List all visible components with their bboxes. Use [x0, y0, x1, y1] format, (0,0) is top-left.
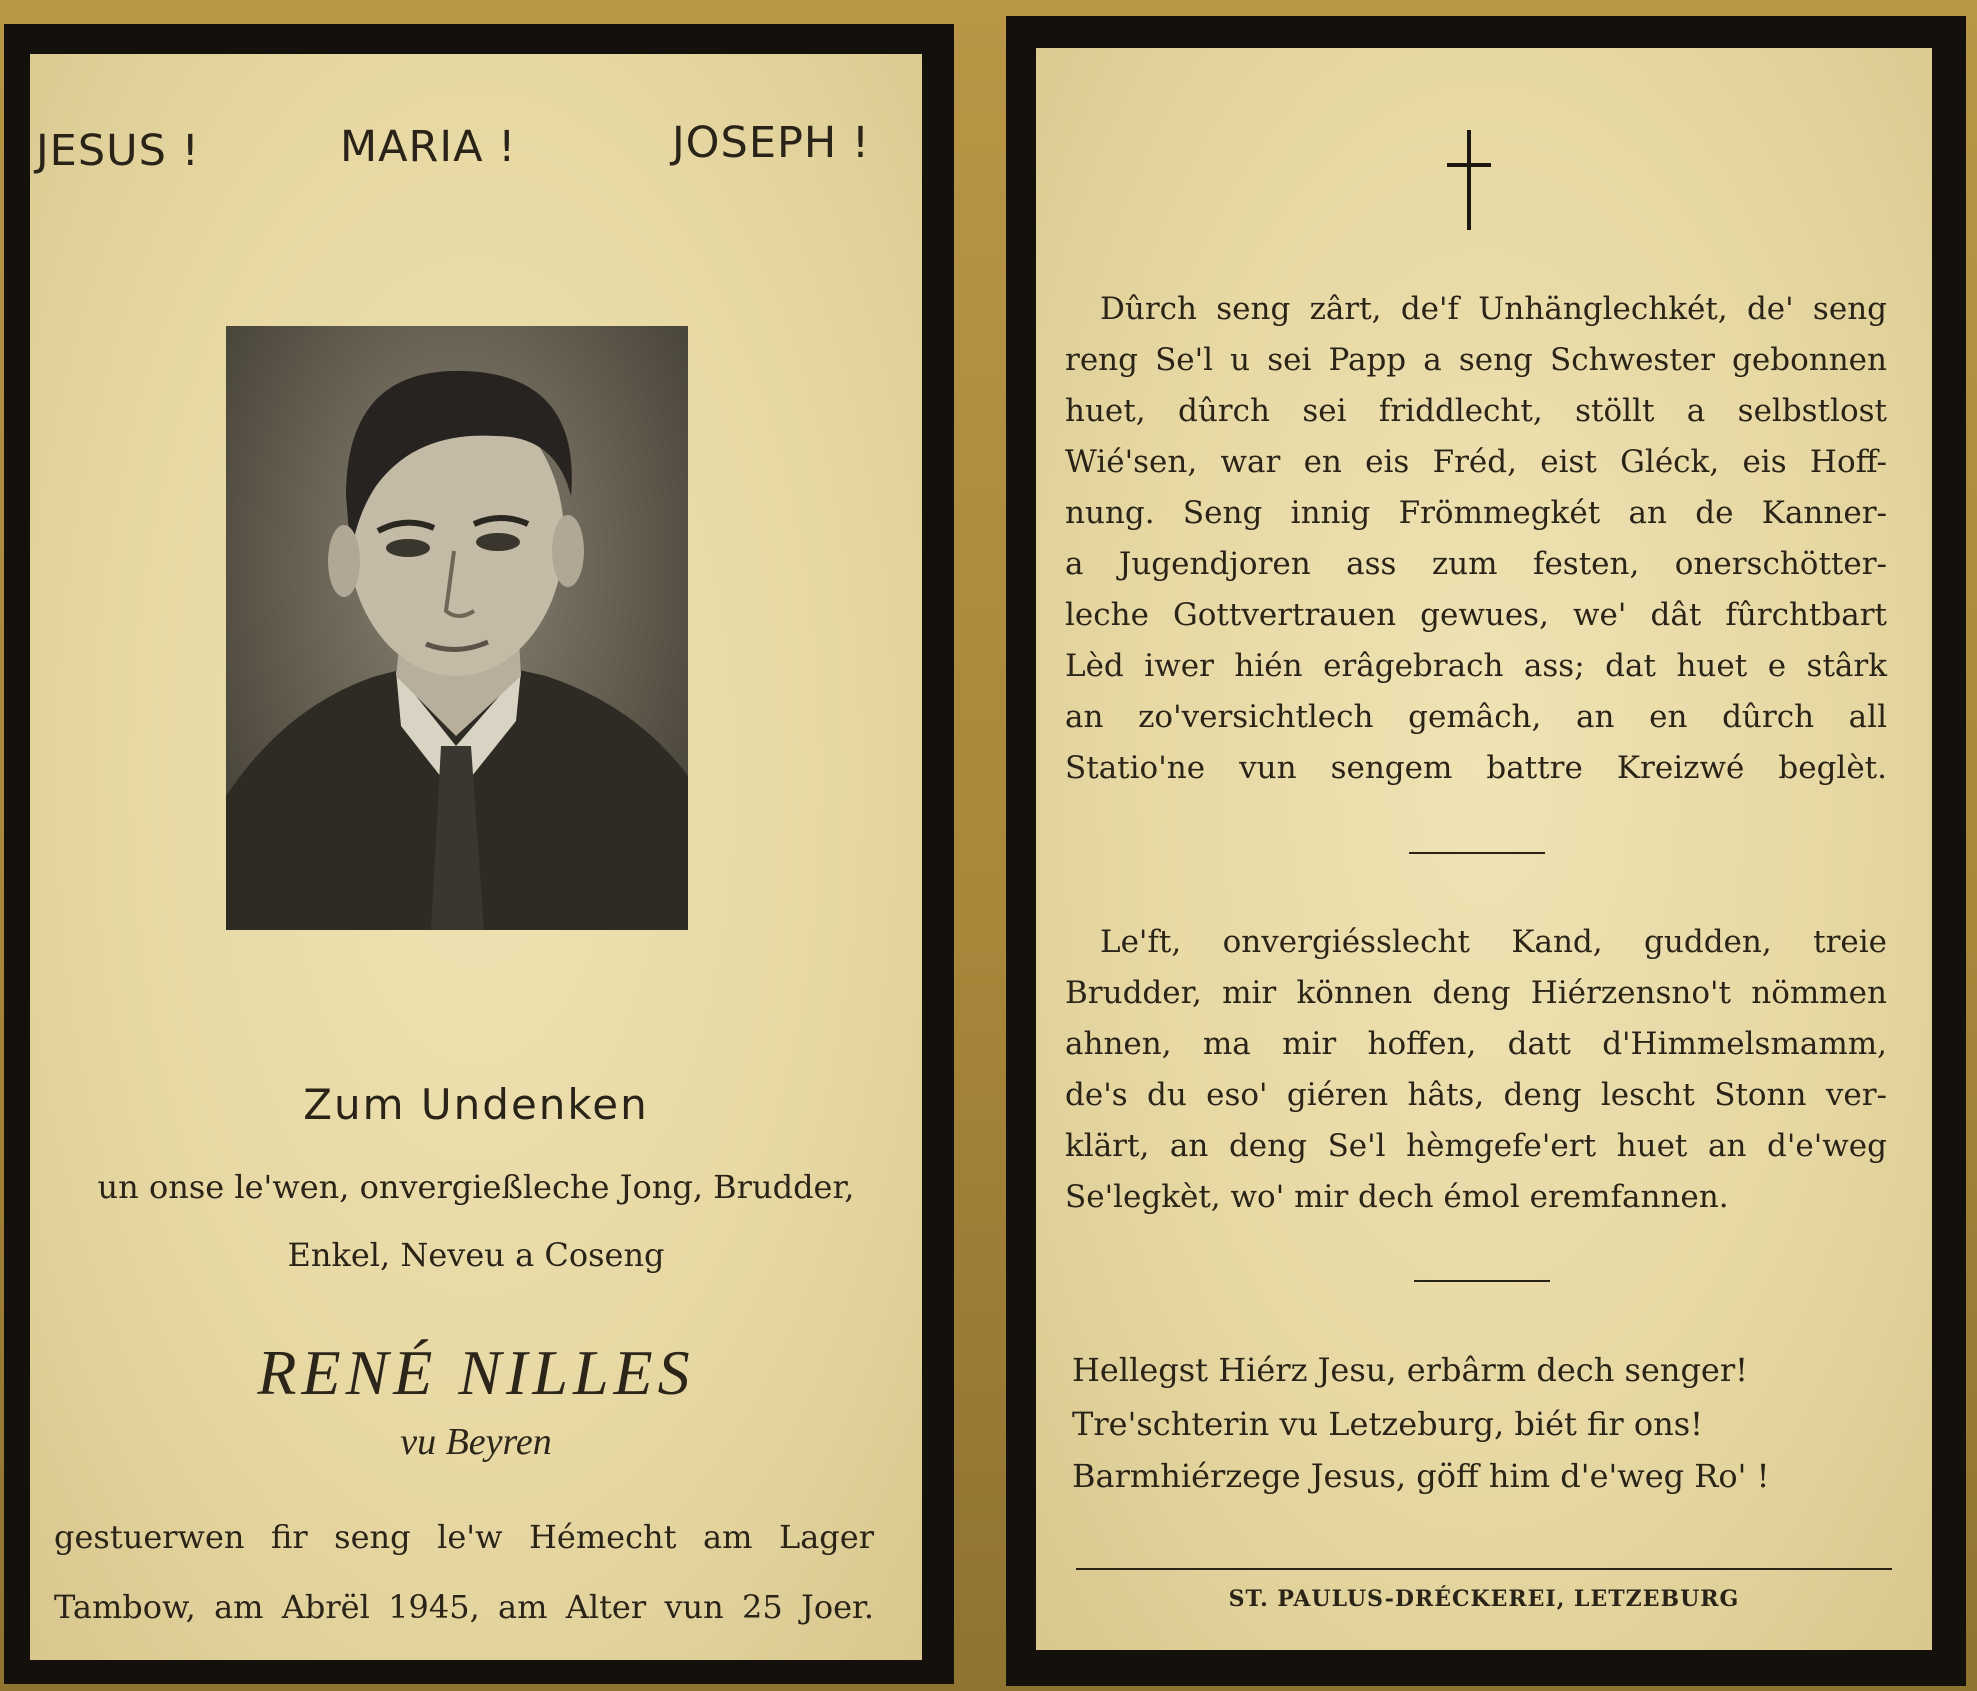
tribute-line: huet, dûrch sei friddlecht, stöllt a selbstlost: [1065, 393, 1887, 429]
deceased-origin: vu Beyren: [400, 1421, 552, 1463]
prayer-line: Barmhiérzege Jesus, göff him d'e'weg Ro' !: [1072, 1457, 1770, 1495]
tribute-line: nung. Seng innig Frömmegkét an de Kanner-: [1065, 495, 1887, 531]
tribute-line: Lèd iwer hién erâgebrach ass; dat huet e stârk: [1065, 648, 1887, 684]
printer-rule: [1076, 1568, 1892, 1570]
invocation-joseph: JOSEPH !: [672, 118, 871, 168]
dedication-line-2: Enkel, Neveu a Coseng: [287, 1236, 665, 1274]
death-line-2: Tambow, am Abrël 1945, am Alter vun 25 Joer.: [54, 1588, 874, 1626]
prayer-line: Hellegst Hiérz Jesu, erbârm dech senger!: [1072, 1351, 1749, 1389]
tribute-line: an zo'versichtlech gemâch, an en dûrch all: [1065, 699, 1887, 735]
cross-icon-bar: [1447, 163, 1491, 167]
tribute-line: Wié'sen, war en eis Fréd, eist Gléck, eis Hoff-: [1065, 444, 1887, 480]
section-divider: [1409, 852, 1545, 854]
farewell-line: Brudder, mir können deng Hiérzensno't nömmen: [1065, 975, 1887, 1011]
invocation-jesus: JESUS !: [36, 126, 200, 176]
cross-icon: [1467, 130, 1471, 230]
deceased-name: RENÉ NILLES: [257, 1337, 695, 1408]
section-divider: [1414, 1280, 1550, 1282]
tribute-line: a Jugendjoren ass zum festen, onerschötter-: [1065, 546, 1887, 582]
dedication-heading: Zum Undenken: [303, 1080, 649, 1129]
invocation-maria: MARIA !: [340, 122, 517, 172]
tribute-line: reng Se'l u sei Papp a seng Schwester gebonnen: [1065, 342, 1887, 378]
tribute-line: leche Gottvertrauen gewues, we' dât fûrchtbart: [1065, 597, 1887, 633]
tribute-line: Dûrch seng zârt, de'f Unhänglechkét, de' seng: [1100, 291, 1887, 327]
tribute-line: Statio'ne vun sengem battre Kreizwé beglèt.: [1065, 750, 1887, 786]
farewell-line: de's du eso' giéren hâts, deng lescht Stonn ver-: [1065, 1077, 1887, 1113]
death-line-1: gestuerwen fir seng le'w Hémecht am Lager: [54, 1518, 874, 1556]
farewell-line: Se'legkèt, wo' mir dech émol eremfannen.: [1065, 1179, 1729, 1215]
dedication-line-1: un onse le'wen, onvergießleche Jong, Brudder,: [97, 1168, 855, 1206]
farewell-line: ahnen, ma mir hoffen, datt d'Himmelsmamm,: [1065, 1026, 1887, 1062]
portrait-photo: [226, 326, 688, 930]
farewell-line: Le'ft, onvergiésslecht Kand, gudden, treie: [1100, 924, 1887, 960]
prayer-line: Tre'schterin vu Letzeburg, biét fir ons!: [1072, 1405, 1704, 1443]
printer-imprint: ST. PAULUS-DRÉCKEREI, LETZEBURG: [1228, 1586, 1740, 1612]
farewell-line: klärt, an deng Se'l hèmgefe'ert huet an d'e'weg: [1065, 1128, 1887, 1164]
